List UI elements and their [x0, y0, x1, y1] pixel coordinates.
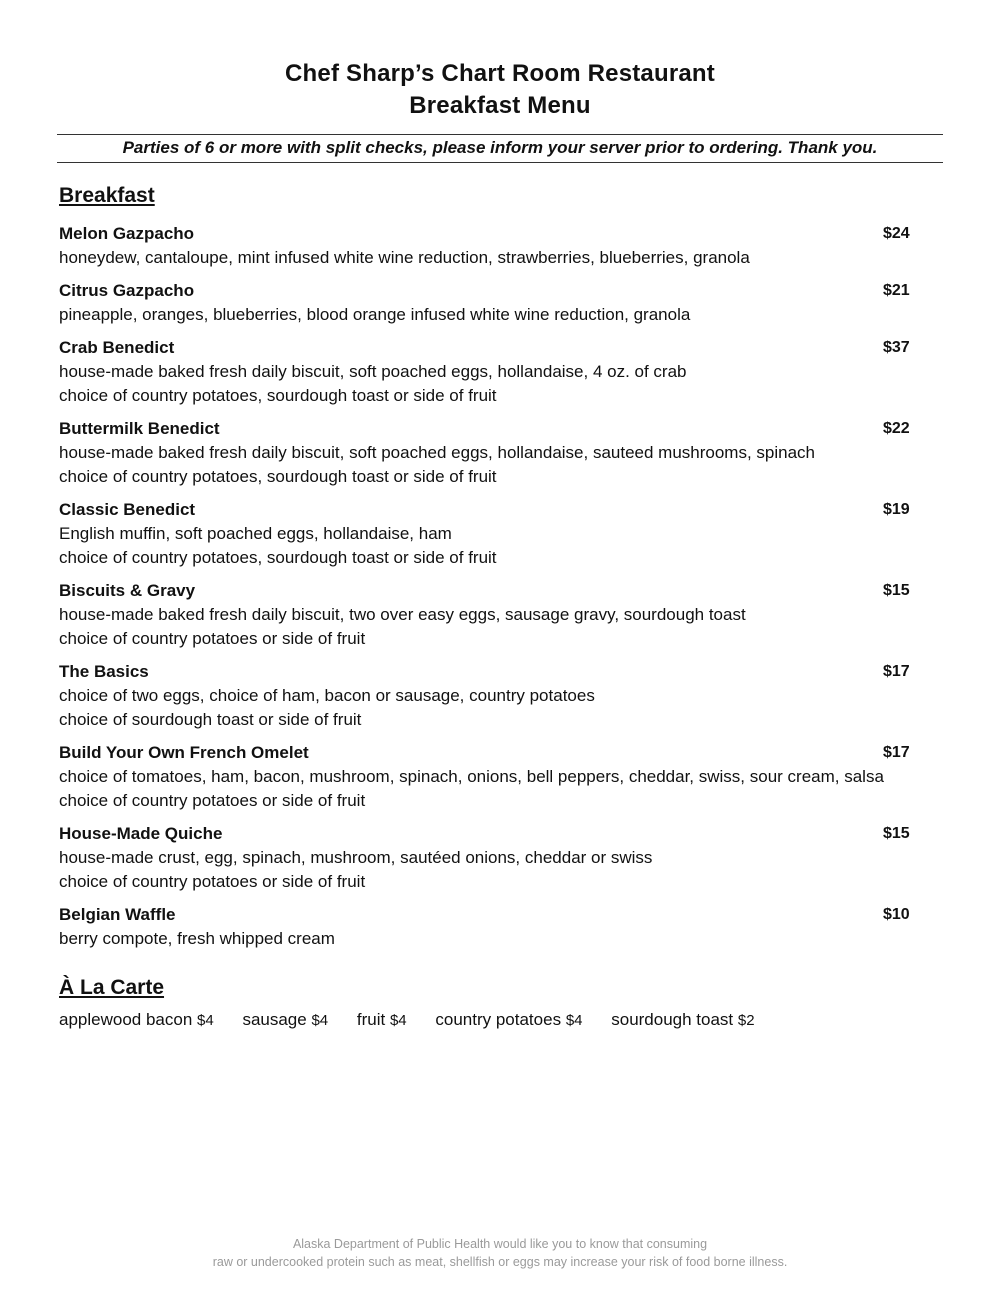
item-price: $15: [883, 582, 910, 599]
item-description: house-made baked fresh daily biscuit, soft poached eggs, hollandaise, sauteed mushrooms, spinach: [59, 443, 816, 462]
health-notice-line-2: raw or undercooked protein such as meat, shellfish or eggs may increase your risk of food borne illness.: [212, 1255, 788, 1269]
item-sides: choice of country potatoes or side of fruit: [59, 872, 366, 891]
item-sides: choice of country potatoes or side of fruit: [59, 791, 366, 810]
item-price: $37: [883, 339, 910, 356]
alacarte-item-name: sourdough toast: [611, 1010, 734, 1029]
menu-item: [59, 579, 939, 651]
alacarte-item: [611, 1008, 754, 1033]
menu-item: [59, 336, 939, 408]
top-divider: [57, 134, 943, 135]
alacarte-item: [59, 1008, 214, 1033]
alacarte-item-price: $4: [565, 1012, 583, 1029]
menu-item: [59, 498, 939, 570]
menu-item: [59, 741, 939, 813]
menu-item: [59, 279, 939, 327]
alacarte-item: [435, 1008, 582, 1033]
item-sides: choice of country potatoes or side of fruit: [59, 629, 366, 648]
alacarte-item-price: $4: [389, 1012, 407, 1029]
alacarte-list: [59, 1008, 779, 1033]
alacarte-item-price: $4: [197, 1012, 214, 1029]
breakfast-heading: Breakfast: [59, 184, 155, 207]
item-price: $10: [883, 906, 910, 923]
menu-item: [59, 660, 939, 732]
alacarte-item-name: country potatoes: [435, 1010, 562, 1029]
health-notice-line-1: Alaska Department of Public Health would like you to know that consuming: [292, 1237, 708, 1251]
item-name: Buttermilk Benedict: [59, 419, 220, 438]
item-name: The Basics: [59, 662, 149, 681]
alacarte-item-name: sausage: [242, 1010, 307, 1029]
item-description: choice of tomatoes, ham, bacon, mushroom, spinach, onions, bell peppers, cheddar, swiss, sour cream, salsa: [59, 767, 884, 786]
alacarte-item-price: $4: [311, 1012, 329, 1029]
item-description: choice of two eggs, choice of ham, bacon or sausage, country potatoes: [59, 686, 595, 705]
item-name: Classic Benedict: [59, 500, 196, 519]
bottom-divider: [57, 162, 943, 163]
item-sides: choice of country potatoes, sourdough toast or side of fruit: [59, 548, 497, 567]
item-description: English muffin, soft poached eggs, hollandaise, ham: [59, 524, 452, 543]
item-description: honeydew, cantaloupe, mint infused white wine reduction, strawberries, blueberries, granola: [59, 248, 750, 267]
item-price: $17: [883, 744, 910, 761]
item-description: house-made baked fresh daily biscuit, two over easy eggs, sausage gravy, sourdough toast: [59, 605, 746, 624]
item-name: Crab Benedict: [59, 338, 175, 357]
item-price: $15: [883, 825, 910, 842]
item-sides: choice of country potatoes, sourdough toast or side of fruit: [59, 467, 497, 486]
item-price: $17: [883, 663, 910, 680]
alacarte-heading: À La Carte: [59, 976, 165, 999]
item-price: $24: [883, 225, 910, 242]
item-description: house-made baked fresh daily biscuit, soft poached eggs, hollandaise, 4 oz. of crab: [59, 362, 687, 381]
menu-item: [59, 222, 939, 270]
menu-item: [59, 417, 939, 489]
alacarte-item: [242, 1008, 328, 1033]
alacarte-item-name: fruit: [356, 1010, 386, 1029]
item-name: Belgian Waffle: [59, 905, 176, 924]
item-description: berry compote, fresh whipped cream: [59, 929, 335, 948]
menu-item: [59, 903, 939, 951]
alacarte-item: [357, 1008, 407, 1033]
restaurant-title: Chef Sharp’s Chart Room Restaurant: [285, 60, 715, 87]
breakfast-item-list: [59, 222, 939, 960]
item-sides: choice of sourdough toast or side of fruit: [59, 710, 362, 729]
item-name: Melon Gazpacho: [59, 224, 195, 243]
menu-title: Breakfast Menu: [409, 92, 591, 119]
alacarte-item-name: applewood bacon: [59, 1010, 193, 1029]
party-notice: Parties of 6 or more with split checks, please inform your server prior to ordering. Thank you.: [122, 138, 878, 157]
item-name: Build Your Own French Omelet: [59, 743, 309, 762]
item-price: $22: [883, 420, 910, 437]
menu-item: [59, 822, 939, 894]
item-price: $19: [883, 501, 910, 518]
item-description: pineapple, oranges, blueberries, blood orange infused white wine reduction, granola: [59, 305, 691, 324]
item-name: Biscuits & Gravy: [59, 581, 196, 600]
item-description: house-made crust, egg, spinach, mushroom, sautéed onions, cheddar or swiss: [59, 848, 653, 867]
item-price: $21: [883, 282, 910, 299]
item-name: Citrus Gazpacho: [59, 281, 195, 300]
item-sides: choice of country potatoes, sourdough toast or side of fruit: [59, 386, 497, 405]
item-name: House-Made Quiche: [59, 824, 223, 843]
alacarte-item-price: $2: [737, 1012, 755, 1029]
